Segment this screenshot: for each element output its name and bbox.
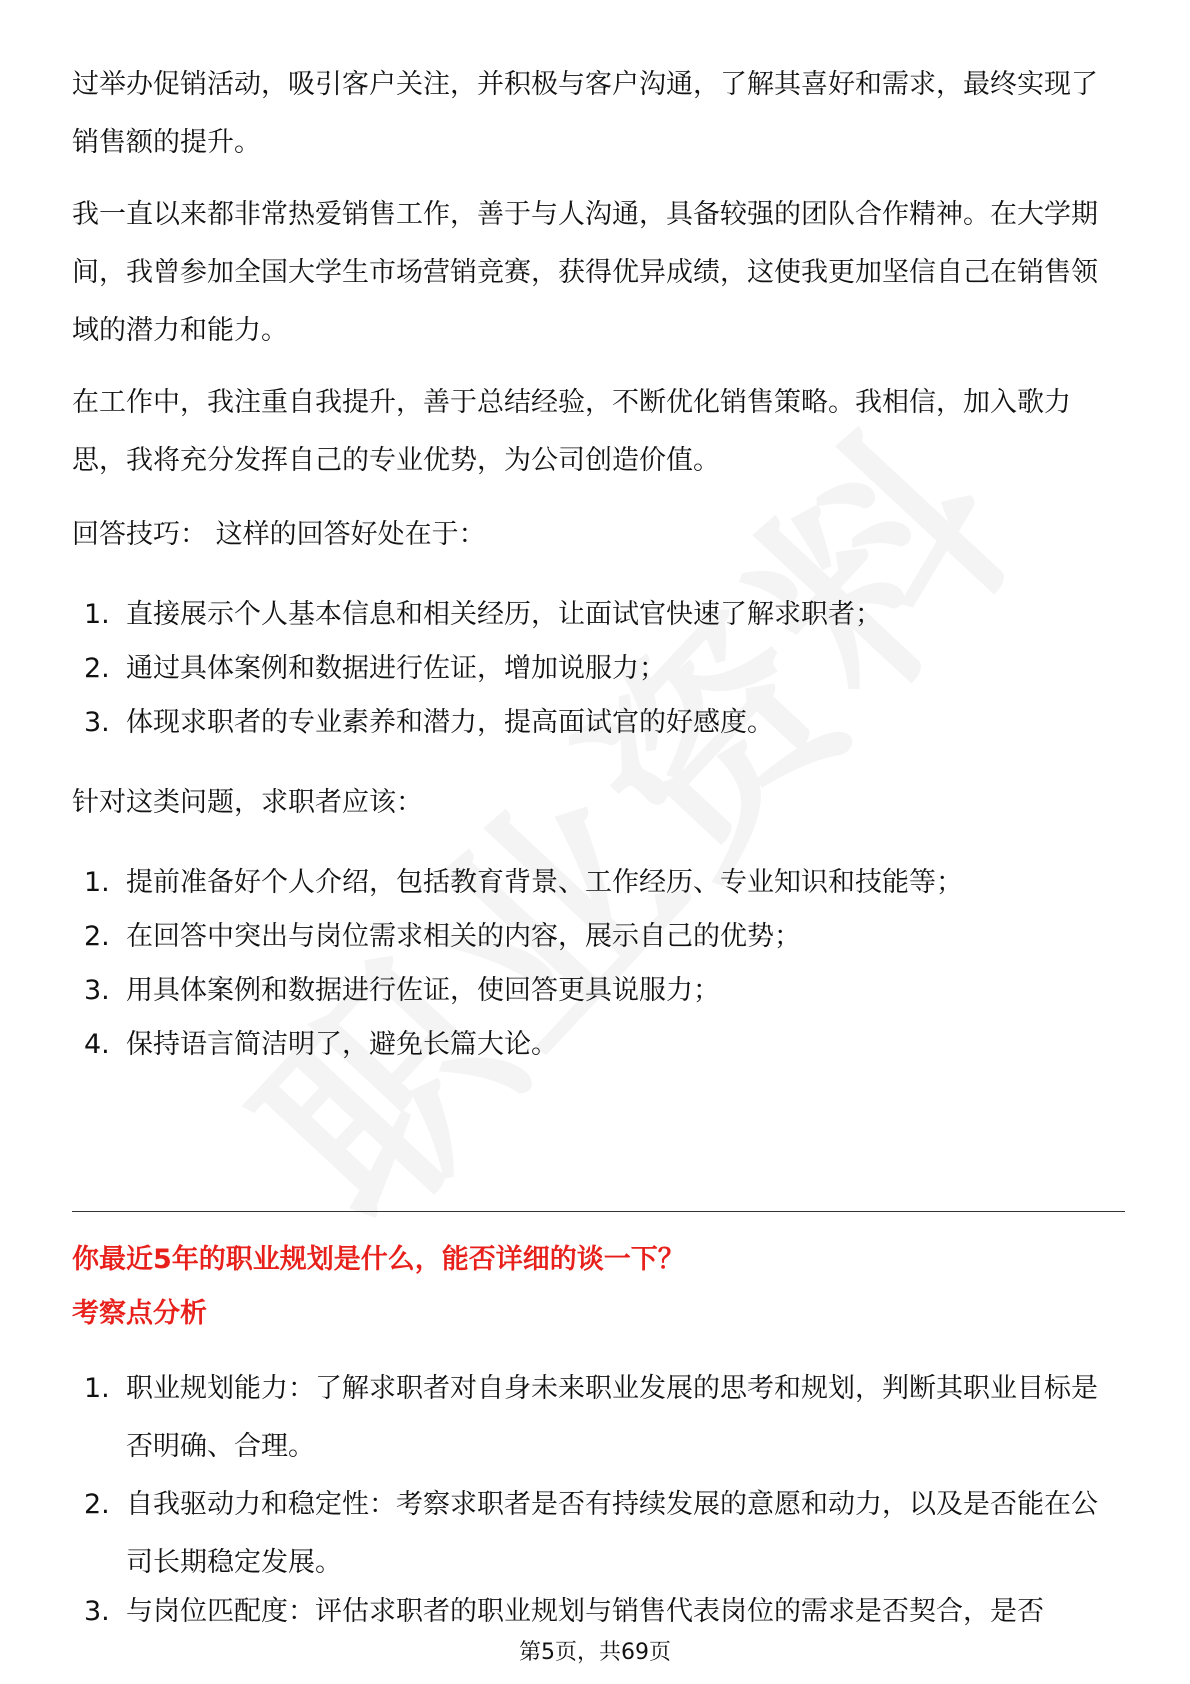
advice-heading: 针对这类问题，求职者应该： [72,787,423,818]
list-text: 用具体案例和数据进行佐证，使回答更具说服力； [126,975,720,1006]
paragraph-2: 我一直以来都非常热爱销售工作，善于与人沟通，具备较强的团队合作精神。在大学期间，我曾参加全国大学生市场营销竞赛，获得优异成绩，这使我更加坚信自己在销售领域的潜力和能力。 [72,199,1098,346]
list-text: 通过具体案例和数据进行佐证，增加说服力； [126,653,666,684]
list-text: 保持语言简洁明了，避免长篇大论。 [126,1029,558,1060]
paragraph-3: 在工作中，我注重自我提升，善于总结经验，不断优化销售策略。我相信，加入歌力思，我将充分发挥自己的专业优势，为公司创造价值。 [72,387,1071,476]
analysis-heading: 考察点分析 [72,1298,207,1329]
list-number: 1. [84,1373,110,1404]
list-number: 2. [84,1489,110,1520]
paragraph-1: 过举办促销活动，吸引客户关注，并积极与客户沟通，了解其喜好和需求，最终实现了销售额的提升。 [72,69,1098,158]
page-footer: 第5页，共69页 [519,1640,671,1665]
list-number: 2. [84,653,110,684]
list-number: 1. [84,867,110,898]
list-text: 提前准备好个人介绍，包括教育背景、工作经历、专业知识和技能等； [126,867,963,898]
list-text: 自我驱动力和稳定性：考察求职者是否有持续发展的意愿和动力，以及是否能在公司长期稳定发展。 [126,1489,1098,1578]
list-item [72,1592,1122,1632]
list-number: 4. [84,1029,110,1060]
list-number: 3. [84,707,110,738]
list-number: 3. [84,1596,110,1627]
list-text: 职业规划能力：了解求职者对自身未来职业发展的思考和规划，判断其职业目标是否明确、合理。 [126,1373,1098,1462]
list-text: 直接展示个人基本信息和相关经历，让面试官快速了解求职者； [126,599,882,630]
list-number: 3. [84,975,110,1006]
list-number: 1. [84,599,110,630]
tips-heading: 回答技巧： 这样的回答好处在于： [72,519,486,550]
list-text: 体现求职者的专业素养和潜力，提高面试官的好感度。 [126,707,774,738]
list-number: 2. [84,921,110,952]
list-text: 与岗位匹配度：评估求职者的职业规划与销售代表岗位的需求是否契合，是否 [126,1596,1044,1627]
question-heading: 你最近5年的职业规划是什么，能否详细的谈一下？ [72,1244,685,1275]
list-text: 在回答中突出与岗位需求相关的内容，展示自己的优势； [126,921,801,952]
section-divider [72,1211,1125,1212]
